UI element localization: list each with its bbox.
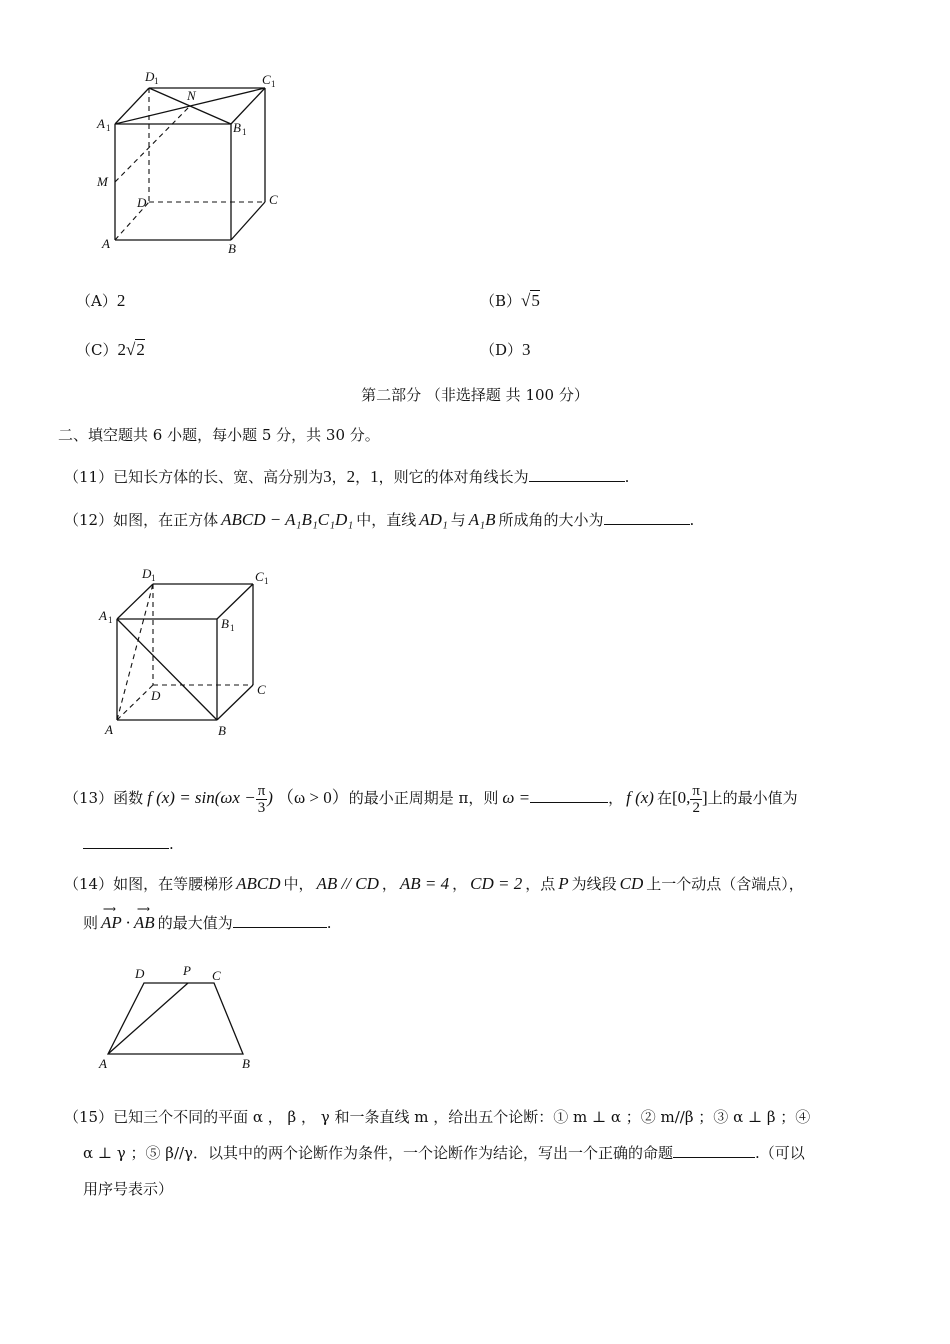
label-d: D <box>137 195 147 210</box>
answer-blank-11[interactable] <box>529 467 625 482</box>
question-14: （14）如图，在等腰梯形 ABCD 中， AB // CD ， AB = 4 ， CD = 2 ，点 P 为线段 CD 上一个动点（含端点）， <box>64 874 804 893</box>
label-c1: C <box>262 72 271 87</box>
svg-text:1: 1 <box>271 79 276 89</box>
question-15-line2: α ⊥ γ ；⑤ β//γ．以其中的两个论断作为条件，一个论断作为结论，写出一个正确的命题 .（可以 <box>83 1144 805 1162</box>
svg-text:1: 1 <box>264 576 269 586</box>
label-c: C <box>257 682 266 697</box>
question-13-line2: . <box>83 834 174 853</box>
label-b: B <box>242 1056 250 1071</box>
label-d1: D <box>142 566 152 581</box>
label-m: M <box>97 174 108 189</box>
question-15-line3: 用序号表示） <box>83 1180 174 1198</box>
svg-text:1: 1 <box>151 573 156 583</box>
choice-d-value: 3 <box>522 340 531 359</box>
label-d: D <box>151 688 161 703</box>
question-15: （15）已知三个不同的平面 α ， β ， γ 和一条直线 m ，给出五个论断：① m ⊥ α ；② m//β ；③ α ⊥ β ；④ <box>64 1108 811 1126</box>
answer-blank-13a[interactable] <box>530 788 608 803</box>
question-12: （12）如图，在正方体 ABCD − A₁B₁C₁D₁ 中，直线 AD₁ 与 A₁B 所成角的大小为 . <box>64 510 695 529</box>
svg-text:1: 1 <box>154 76 159 86</box>
label-a: A <box>99 1056 107 1071</box>
label-a: A <box>105 722 113 737</box>
label-d1: D <box>145 69 155 84</box>
label-b: B <box>228 241 236 256</box>
choice-a-value: 2 <box>116 291 126 310</box>
choice-c-label: （C） <box>76 341 118 359</box>
label-a1: A <box>99 608 107 623</box>
choice-c-value: 2 <box>136 340 145 359</box>
label-n: N <box>187 88 196 103</box>
question-13: （13）函数 f (x) = sin(ωx − $\frac{\pi}{3}$ ) （ω > 0）的最小正周期是 π，则 ω = ， f (x) 在[0, $\frac{\pi}{2}$ ]上的最小值为 <box>64 782 798 816</box>
question-14-line2: 则 AP · AB ⟶ ⟶ 的最大值为 . <box>83 904 332 932</box>
answer-blank-13b[interactable] <box>83 834 169 849</box>
answer-blank-12[interactable] <box>604 510 690 525</box>
choice-b-value: 5 <box>531 291 540 310</box>
label-b1: B <box>221 616 229 631</box>
svg-text:1: 1 <box>106 123 111 133</box>
label-p: P <box>183 963 191 978</box>
figure-trapezoid <box>95 962 265 1072</box>
part2-title: 第二部分 （非选择题 共 100 分） <box>361 386 589 404</box>
label-d: D <box>135 966 145 981</box>
choice-a <box>76 290 125 311</box>
svg-text:1: 1 <box>230 623 235 633</box>
question-11: （11）已知长方体的长、宽、高分别为3，2，1，则它的体对角线长为 . <box>64 467 630 486</box>
figure-cube <box>92 562 292 742</box>
svg-text:1: 1 <box>108 615 113 625</box>
dot-product: AP · AB ⟶ ⟶ <box>101 904 155 932</box>
label-c1: C <box>255 569 264 584</box>
answer-blank-14[interactable] <box>233 913 327 928</box>
choice-d-label: （D） <box>480 341 523 359</box>
choice-d <box>480 339 531 360</box>
choice-b-label: （B） <box>480 292 522 310</box>
svg-text:1: 1 <box>242 127 247 137</box>
choice-b: （B）√5 <box>480 291 540 310</box>
label-a1: A <box>97 116 105 131</box>
vector-arrow-ab: ⟶ <box>137 904 150 914</box>
vector-arrow-ap: ⟶ <box>103 904 116 914</box>
label-b1: B <box>233 120 241 135</box>
label-c: C <box>269 192 278 207</box>
answer-blank-15[interactable] <box>673 1143 755 1158</box>
label-a: A <box>102 236 110 251</box>
choice-a-label: （A） <box>76 292 117 310</box>
figure-cube-mn <box>90 66 290 261</box>
label-b: B <box>218 723 226 738</box>
section2-heading: 二、填空题共 6 小题，每小题 5 分，共 30 分。 <box>58 426 380 444</box>
choice-c: （C）2√2 <box>76 340 145 359</box>
label-c: C <box>212 968 221 983</box>
